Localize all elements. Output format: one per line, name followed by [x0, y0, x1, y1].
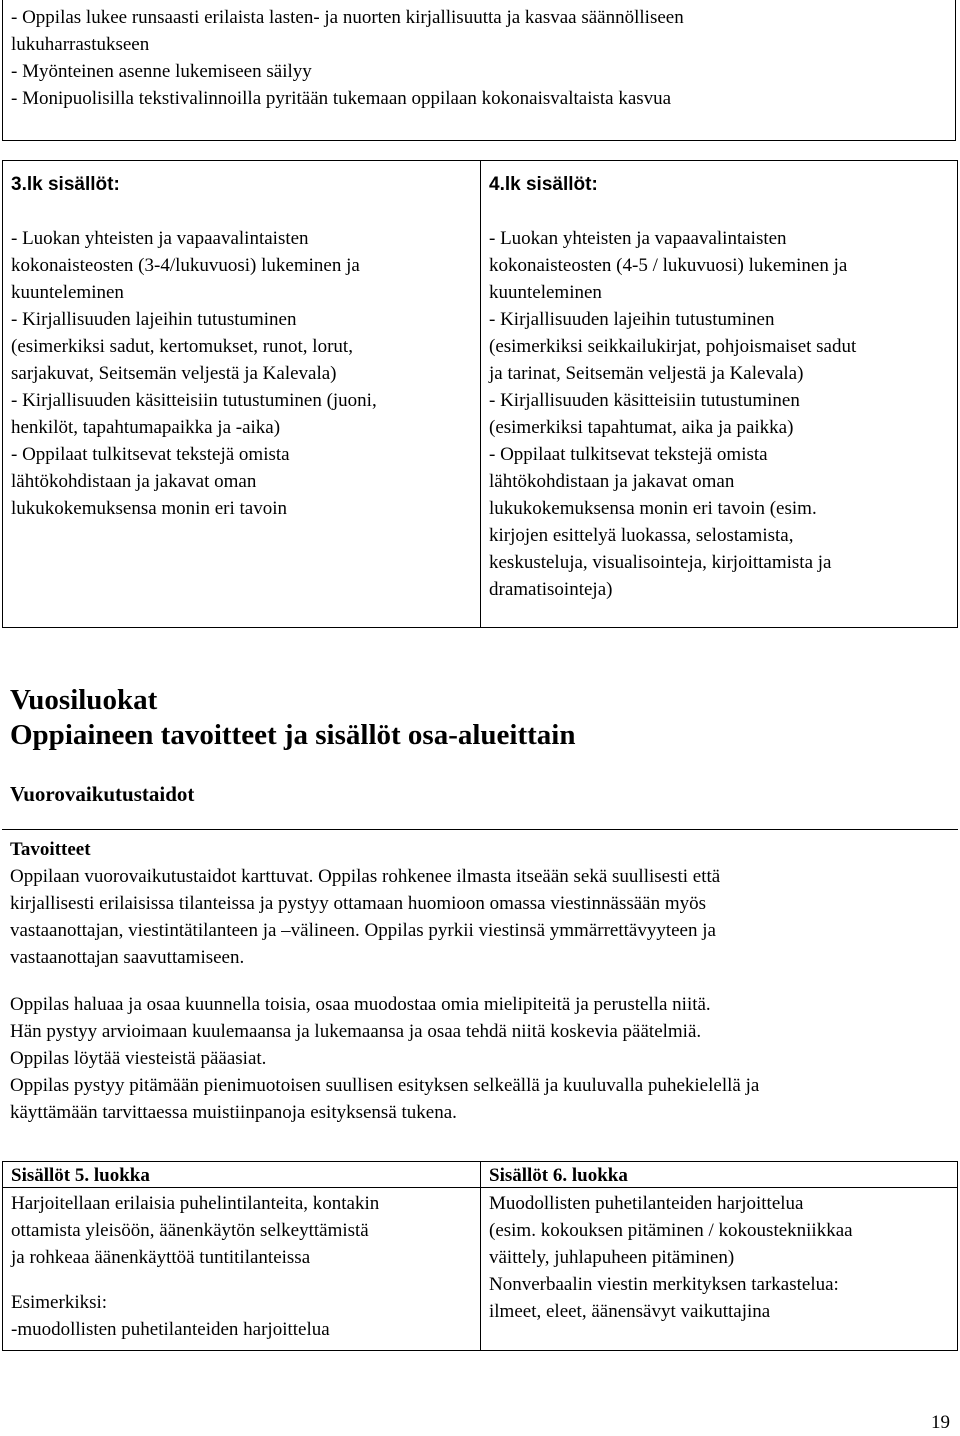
grade3-line: henkilöt, tapahtumapaikka ja -aika) [11, 417, 281, 438]
grade6-line: Muodollisten puhetilanteiden harjoittelua [489, 1193, 804, 1214]
grade4-line: kuunteleminen [489, 282, 602, 303]
grade3-line: (esimerkiksi sadut, kertomukset, runot, lorut, [11, 336, 353, 357]
grade3-line: - Kirjallisuuden käsitteisiin tutustuminen (juoni, [11, 390, 377, 411]
grade4-line: - Luokan yhteisten ja vapaavalintaisten [489, 228, 787, 249]
goals-line: vastaanottajan saavuttamiseen. [10, 947, 245, 968]
grade6-title: Sisällöt 6. luokka [489, 1165, 628, 1186]
grade6-line: ilmeet, eleet, äänensävyt vaikuttajina [489, 1301, 771, 1322]
grade4-line: (esimerkiksi seikkailukirjat, pohjoismaiset sadut [489, 336, 857, 357]
grade3-line: - Oppilaat tulkitsevat tekstejä omista [11, 444, 290, 465]
grade4-line: lukukokemuksensa monin eri tavoin (esim. [489, 498, 817, 519]
grade5-line: ja rohkeaa äänenkäyttöä tuntitilanteissa [11, 1247, 311, 1268]
grade4-line: dramatisointeja) [489, 579, 613, 600]
top-line: - Monipuolisilla tekstivalinnoilla pyritään tukemaan oppilaan kokonaisvaltaista kasvua [11, 88, 672, 109]
grade6-line: Nonverbaalin viestin merkityksen tarkastelua: [489, 1274, 839, 1295]
grade4-title: 4.lk sisällöt: [489, 174, 598, 195]
page-number: 19 [931, 1412, 950, 1433]
grade3-title: 3.lk sisällöt: [11, 174, 120, 195]
grade-contents-table [2, 160, 958, 628]
goals-line: Oppilas haluaa ja osaa kuunnella toisia, osaa muodostaa omia mielipiteitä ja perustella niitä. [10, 994, 711, 1015]
top-goals-box [2, 0, 956, 141]
goals-line: Hän pystyy arvioimaan kuulemaansa ja lukemaansa ja osaa tehdä niitä koskevia päätelmiä. [10, 1021, 702, 1042]
heading-vuosiluokat: Vuosiluokat [10, 684, 158, 716]
goals-line: Oppilas pystyy pitämään pienimuotoisen suullisen esityksen selkeällä ja kuuluvalla puhekielellä ja [10, 1075, 760, 1096]
column-divider [480, 161, 481, 627]
grade4-line: - Oppilaat tulkitsevat tekstejä omista [489, 444, 768, 465]
goals-line: vastaanottajan, viestintätilanteen ja –välineen. Oppilas pyrkii viestinsä ymmärrettävyyteen ja [10, 920, 716, 941]
goals-line: Oppilaan vuorovaikutustaidot karttuvat. Oppilas rohkenee ilmasta itseään sekä suullisesti että [10, 866, 721, 887]
goals-line: käyttämään tarvittaessa muistiinpanoja esityksensä tukena. [10, 1102, 457, 1123]
grade3-line: lähtökohdistaan ja jakavat oman [11, 471, 257, 492]
grade3-column [11, 171, 476, 522]
grade4-line: - Kirjallisuuden käsitteisiin tutustuminen [489, 390, 800, 411]
goals-top-rule [2, 829, 958, 831]
top-line: - Oppilas lukee runsaasti erilaista lasten- ja nuorten kirjallisuutta ja kasvaa säännölliseen [11, 7, 684, 28]
grade3-line: lukukokemuksensa monin eri tavoin [11, 498, 287, 519]
grade4-line: - Kirjallisuuden lajeihin tutustuminen [489, 309, 775, 330]
grade4-line: keskusteluja, visualisointeja, kirjoittamista ja [489, 552, 832, 573]
contents-table [2, 1161, 958, 1351]
grade4-line: kokonaisteosten (4-5 / lukuvuosi) lukeminen ja [489, 255, 848, 276]
top-line: lukuharrastukseen [11, 34, 150, 55]
heading-vuorovaikutustaidot: Vuorovaikutustaidot [10, 782, 195, 806]
grade3-line: kokonaisteosten (3-4/lukuvuosi) lukeminen ja [11, 255, 360, 276]
grade4-line: kirjojen esittelyä luokassa, selostamista, [489, 525, 794, 546]
grade3-line: sarjakuvat, Seitsemän veljestä ja Kalevala) [11, 363, 337, 384]
grade4-line: lähtökohdistaan ja jakavat oman [489, 471, 735, 492]
heading-oppiaineen: Oppiaineen tavoitteet ja sisällöt osa-alueittain [10, 719, 576, 751]
grade3-line: - Luokan yhteisten ja vapaavalintaisten [11, 228, 309, 249]
goals-line: Oppilas löytää viesteistä pääasiat. [10, 1048, 267, 1069]
grade3-line: kuunteleminen [11, 282, 124, 303]
grade5-title: Sisällöt 5. luokka [11, 1165, 150, 1186]
grade5-example: -muodollisten puhetilanteiden harjoittelua [11, 1319, 330, 1340]
grade6-line: väittely, juhlapuheen pitäminen) [489, 1247, 735, 1268]
goals-title: Tavoitteet [10, 839, 91, 860]
grade6-line: (esim. kokouksen pitäminen / kokoustekniikkaa [489, 1220, 853, 1241]
grade3-line: - Kirjallisuuden lajeihin tutustuminen [11, 309, 297, 330]
grade5-line: Harjoitellaan erilaisia puhelintilanteita, kontakin [11, 1193, 380, 1214]
grade6-column [489, 1162, 954, 1325]
top-line: - Myönteinen asenne lukemiseen säilyy [11, 61, 312, 82]
grade5-column [11, 1162, 476, 1343]
grade4-column [489, 171, 954, 603]
grade5-line: ottamista yleisöön, äänenkäytön selkeyttämistä [11, 1220, 369, 1241]
grade4-line: (esimerkiksi tapahtumat, aika ja paikka) [489, 417, 794, 438]
goals-line: kirjallisesti erilaisissa tilanteissa ja pystyy ottamaan huomioon omassa viestinnässään myös [10, 893, 707, 914]
grade4-line: ja tarinat, Seitsemän veljestä ja Kalevala) [489, 363, 804, 384]
goals-section [10, 836, 950, 1126]
grade5-example-label: Esimerkiksi: [11, 1292, 108, 1313]
column-divider [480, 1162, 481, 1350]
